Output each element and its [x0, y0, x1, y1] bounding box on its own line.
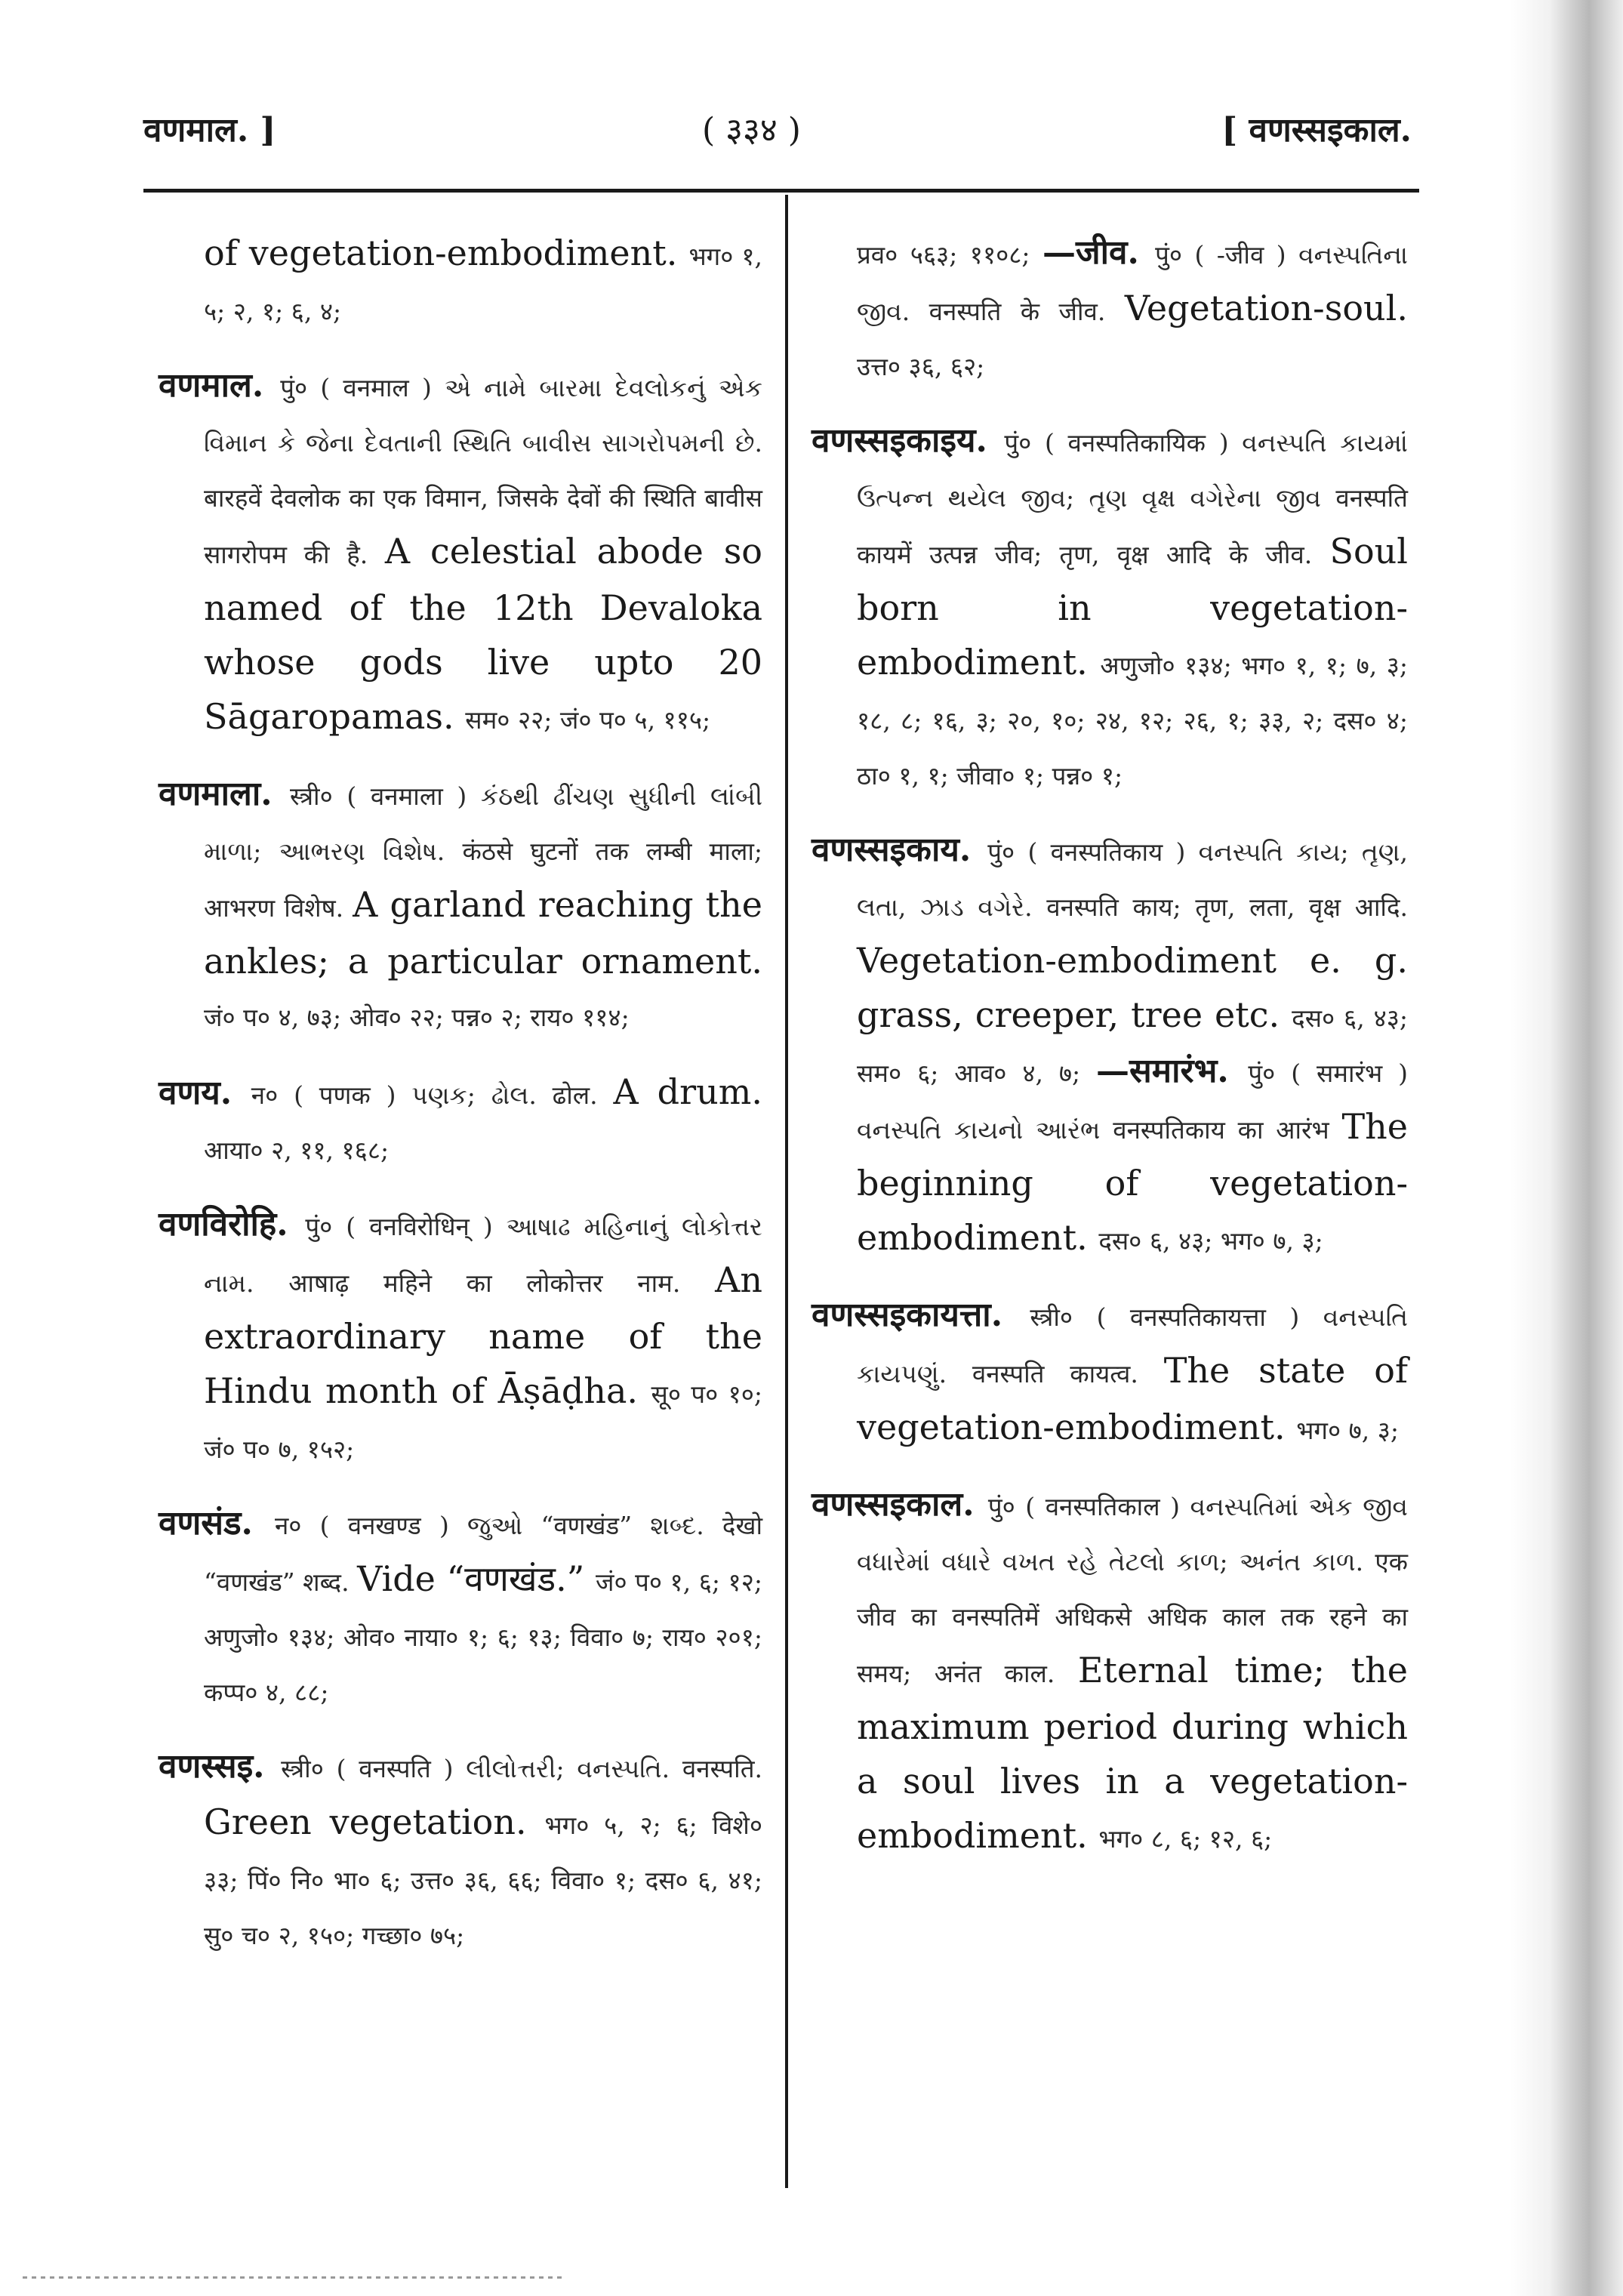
- dictionary-entry: [159, 1198, 762, 1476]
- entry-hindi: कंठसे घुटनों तक लम्बी माला; आभरण विशेष.: [204, 837, 762, 923]
- entry-refs: आया० २, ११, १६८;: [204, 1136, 390, 1165]
- entry-hindi: एक जीव का वनस्पतिमें अधिकसे अधिक काल तक रहने का समय; अनंत काल.: [857, 1547, 1408, 1688]
- entry-refs: भग० १, ५; २, १; ६, ४;: [204, 242, 763, 326]
- entry-refs: भग० ८, ६; १२, ६;: [1098, 1824, 1273, 1854]
- bottom-scan-artifact: [23, 2276, 566, 2279]
- entry-english: A garland reaching the ankles; a particular ornament.: [204, 884, 762, 982]
- entry-headword: वणमाला.: [159, 775, 290, 813]
- entry-hindi: देखो “वणखंड” शब्द.: [204, 1511, 762, 1597]
- entry-gujarati: पुं० ( -जीव ) વનસ્પતિના જીવ.: [857, 240, 1408, 326]
- entry-gujarati: स्त्री० ( वनस्पति ) લીલોત્તરી; વનસ્પતિ.: [281, 1754, 682, 1783]
- page-number: ( ३३४ ): [702, 111, 801, 149]
- dictionary-entry: [159, 1497, 762, 1719]
- entry-headword: वणमाल.: [159, 366, 281, 405]
- entry-hindi: वनस्पति कायत्व.: [972, 1359, 1164, 1388]
- entry-refs: सम० २२; जं० प० ५, ११५;: [465, 705, 711, 735]
- entry-headword: वणसंड.: [159, 1504, 275, 1542]
- entry-refs: भग० ५, २; ६; विशे० ३३; पिं० नि० भा० ६; उत्त० ३६, ६६; विवा० १; दस० ६, ४१; सु० च० २, १५०; गच्छा० ७५;: [204, 1811, 762, 1950]
- dictionary-entry: [159, 227, 762, 338]
- header-left-guideword: वणमाल. ]: [143, 111, 276, 149]
- left-column: [159, 227, 762, 1983]
- entry-gujarati: पुं० ( समारंभ ) વનસ્પતિ કાયનો આરંભ: [857, 1059, 1408, 1145]
- dictionary-entry: [159, 359, 762, 747]
- entry-hindi: वनस्पति के जीव.: [929, 297, 1125, 326]
- entry-english: Vegetation-embodiment e. g. grass, creeper, tree etc.: [857, 940, 1408, 1035]
- entry-headword: वणविरोहि.: [159, 1205, 306, 1244]
- entry-english: An extraordinary name of the Hindu month of Āṣāḍha.: [204, 1259, 762, 1411]
- entry-gujarati: न० ( वनखण्ड ) જુઓ “वणखंड” શબ્દ.: [274, 1511, 722, 1540]
- entry-gujarati: पुं० ( वनविरोधिन् ) આષાઢ મહિનાનું લોકોત્તર નામ.: [204, 1212, 762, 1298]
- entry-hindi: आषाढ़ महिने का लोकोत्तर नाम.: [288, 1268, 716, 1298]
- right-column: [812, 227, 1408, 1887]
- entry-english: Green vegetation.: [204, 1801, 545, 1842]
- dictionary-entry: [812, 227, 1408, 393]
- entry-headword: वणस्सइ.: [159, 1747, 282, 1786]
- entry-gujarati: पुं० ( वनस्पतिकाय ) વનસ્પતિ કાય; તૃણ, લતા, ઝાડ વગેરે.: [857, 837, 1408, 922]
- entry-gujarati: पुं० ( वनमाल ) એ નામે બારમા દેવલોકનું એક વિમાન કે જેના દેવતાની સ્થિતિ બાવીસ સાગરોપમની છે.: [204, 373, 763, 458]
- entry-refs: अणुजो० १३४; भग० १, १; ७, ३; १८, ८; १६, ३; २०, १०; २४, १२; २६, १; ३३, २; दस० ४; ठा० १, १; जीवा० १; पन्न० १;: [857, 651, 1408, 791]
- entry-english: Soul born in vegetation-embodiment.: [857, 531, 1408, 683]
- entry-refs: दस० ६, ४३; भग० ७, ३;: [1098, 1226, 1323, 1256]
- entry-gujarati: पुं० ( वनस्पतिकाल ) વનસ્પતિમાં એક જીવ વધારેમાં વધારે વખત રહે તેટલો કાળ; અનંત કાળ.: [857, 1492, 1408, 1576]
- entry-headword: वणस्सइकाल.: [812, 1485, 988, 1524]
- entry-refs: प्रव० ५६३; ११०८;: [857, 240, 1042, 270]
- entry-hindi: वनस्पति कायमें उत्पन्न जीव; तृण, वृक्ष आदि के जीव.: [857, 483, 1408, 569]
- dictionary-entry: [812, 1289, 1408, 1457]
- entry-english: Vide “वणखंड.”: [357, 1558, 596, 1599]
- entry-refs: भग० ७, ३;: [1296, 1416, 1400, 1445]
- entry-headword: —जीव.: [1042, 233, 1156, 272]
- entry-hindi: वनस्पति काय; तृण, लता, वृक्ष आदि.: [1046, 892, 1408, 922]
- entry-english: of vegetation-embodiment.: [204, 233, 689, 273]
- entry-english: A celestial abode so named of the 12th Devaloka whose gods live upto 20 Sāgaropamas.: [204, 531, 762, 737]
- entry-refs: जं० प० १, ६; १२; अणुजो० १३४; ओव० नाया० १; ६; १३; विवा० ७; राय० २०१; कप्प० ४, ८८;: [204, 1567, 762, 1707]
- dictionary-entry: [159, 768, 762, 1044]
- entry-gujarati: स्त्री० ( वनमाला ) કંઠથી ઢીંચણ સુધીની લાંબી માળા; આભરણ વિશેષ.: [204, 781, 763, 866]
- dictionary-entry: [812, 1478, 1408, 1866]
- entry-hindi: वनस्पति.: [682, 1754, 762, 1783]
- dictionary-entry: [812, 824, 1408, 1268]
- entry-english: Vegetation-soul.: [1124, 288, 1408, 328]
- entry-english: Eternal time; the maximum period during which a soul lives in a vegetation-embodiment.: [857, 1650, 1408, 1856]
- entry-refs: सू० प० १०; जं० प० ७, १५२;: [204, 1379, 763, 1464]
- entry-hindi: ढोल.: [552, 1080, 614, 1110]
- entry-gujarati: पुं० ( वनस्पतिकायिक ) વનસ્પતિ કાયમાં ઉત્પન્ન થયેલ જીવ; તૃણ વૃક્ષ વગેરેના જીવ: [857, 428, 1408, 513]
- entry-english: The beginning of vegetation-embodiment.: [857, 1106, 1408, 1258]
- page-edge-shadow: [1510, 0, 1623, 2296]
- column-divider: [785, 195, 788, 2188]
- entry-refs: जं० प० ४, ७३; ओव० २२; पन्न० २; राय० ११४;: [204, 1003, 630, 1032]
- entry-english: The state of vegetation-embodiment.: [857, 1350, 1408, 1447]
- page-header: [143, 98, 1412, 159]
- dictionary-entry: [812, 415, 1408, 803]
- entry-english: A drum.: [613, 1071, 762, 1112]
- entry-refs: उत्त० ३६, ६२;: [857, 352, 985, 381]
- dictionary-entry: [159, 1065, 762, 1177]
- entry-headword: वणस्सइकाइय.: [812, 421, 1005, 460]
- header-rule: [143, 189, 1419, 193]
- dictionary-entry: [159, 1740, 762, 1962]
- entry-gujarati: न० ( पणक ) પણક; ઢોલ.: [251, 1080, 553, 1110]
- entry-hindi: वनस्पतिकाय का आरंभ: [1113, 1115, 1342, 1145]
- entry-headword: वणस्सइकायत्ता.: [812, 1296, 1030, 1334]
- entry-gujarati: स्त्री० ( वनस्पतिकायत्ता ) વનસ્પતિ કાયપણું.: [857, 1302, 1408, 1388]
- header-right-guideword: [ वणस्सइकाल.: [1221, 111, 1412, 149]
- entry-refs: दस० ६, ४३; सम० ६; आव० ४, ७;: [857, 1003, 1409, 1088]
- entry-headword: —समारंभ.: [1096, 1052, 1249, 1090]
- entry-hindi: बारहवें देवलोक का एक विमान, जिसके देवों की स्थिति बावीस सागरोपम की है.: [204, 483, 762, 569]
- entry-headword: वणय.: [159, 1074, 251, 1112]
- entry-headword: वणस्सइकाय.: [812, 831, 988, 869]
